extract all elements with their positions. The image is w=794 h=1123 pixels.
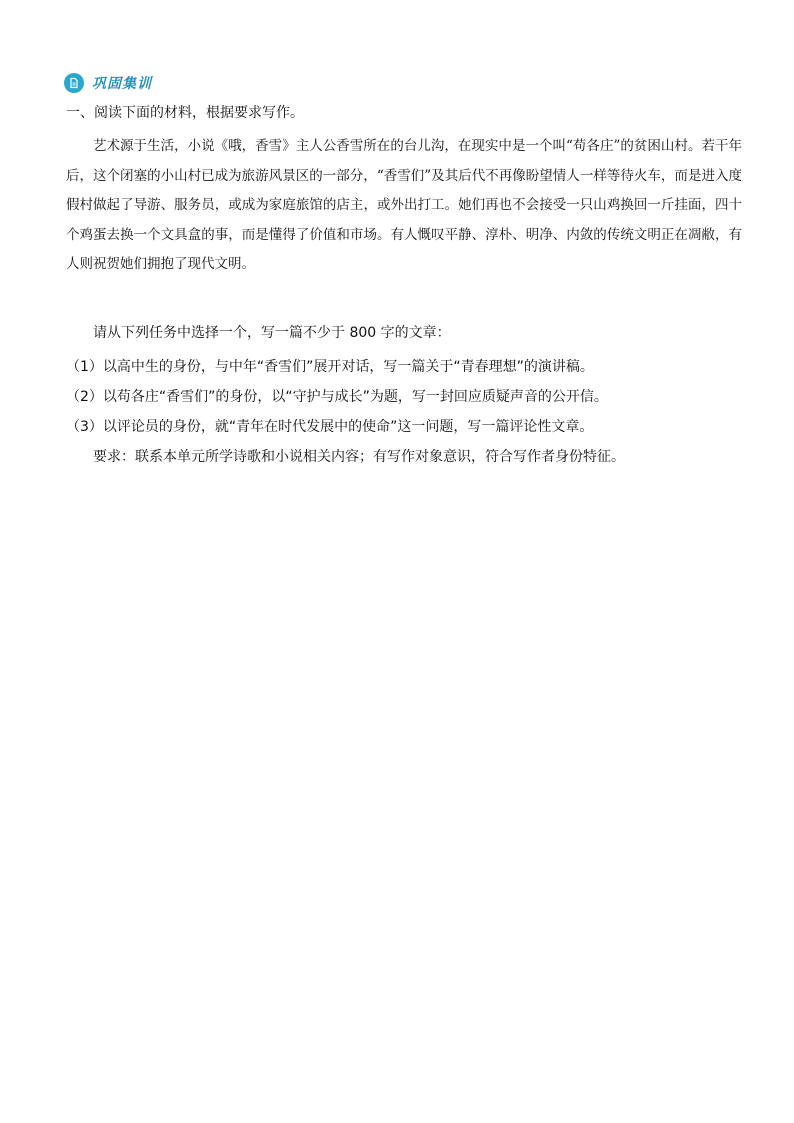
section-header <box>64 72 152 94</box>
task-list <box>66 352 608 442</box>
task-item-2: （2）以苟各庄“香雪们”的身份，以“守护与成长”为题，写一封回应质疑声音的公开信。 <box>66 389 608 405</box>
task-item-1: （1）以高中生的身份，与中年“香雪们”展开对话，写一篇关于“青春理想”的演讲稿。 <box>66 359 594 375</box>
question-title: 一、阅读下面的材料，根据要求写作。 <box>66 105 304 121</box>
writing-requirement: 要求：联系本单元所学诗歌和小说相关内容；有写作对象意识，符合写作者身份特征。 <box>93 449 625 465</box>
section-title: 巩固集训 <box>92 76 152 92</box>
document-icon <box>64 73 84 93</box>
task-item-3: （3）以评论员的身份，就“青年在时代发展中的使命”这一问题，写一篇评论性文章。 <box>66 419 594 435</box>
reading-material: 艺术源于生活，小说《哦，香雪》主人公香雪所在的台儿沟，在现实中是一个叫“苟各庄”的贫困山村。若干年后，这个闭塞的小山村已成为旅游风景区的一部分，“香雪们”及其后代不再像盼望情人一样等待火车，而是进入度假村做起了导游、服务员，或成为家庭旅馆的店主，或外出打工。她们再也不会接受一只山鸡换回一斤挂面，四十个鸡蛋去换一个文具盒的事，而是懂得了价值和市场。有人慨叹平静、淳朴、明净、内敛的传统文明正在凋敝，有人则祝贺她们拥抱了现代文明。 <box>66 138 742 272</box>
task-intro: 请从下列任务中选择一个，写一篇不少于 800 字的文章： <box>93 325 451 341</box>
